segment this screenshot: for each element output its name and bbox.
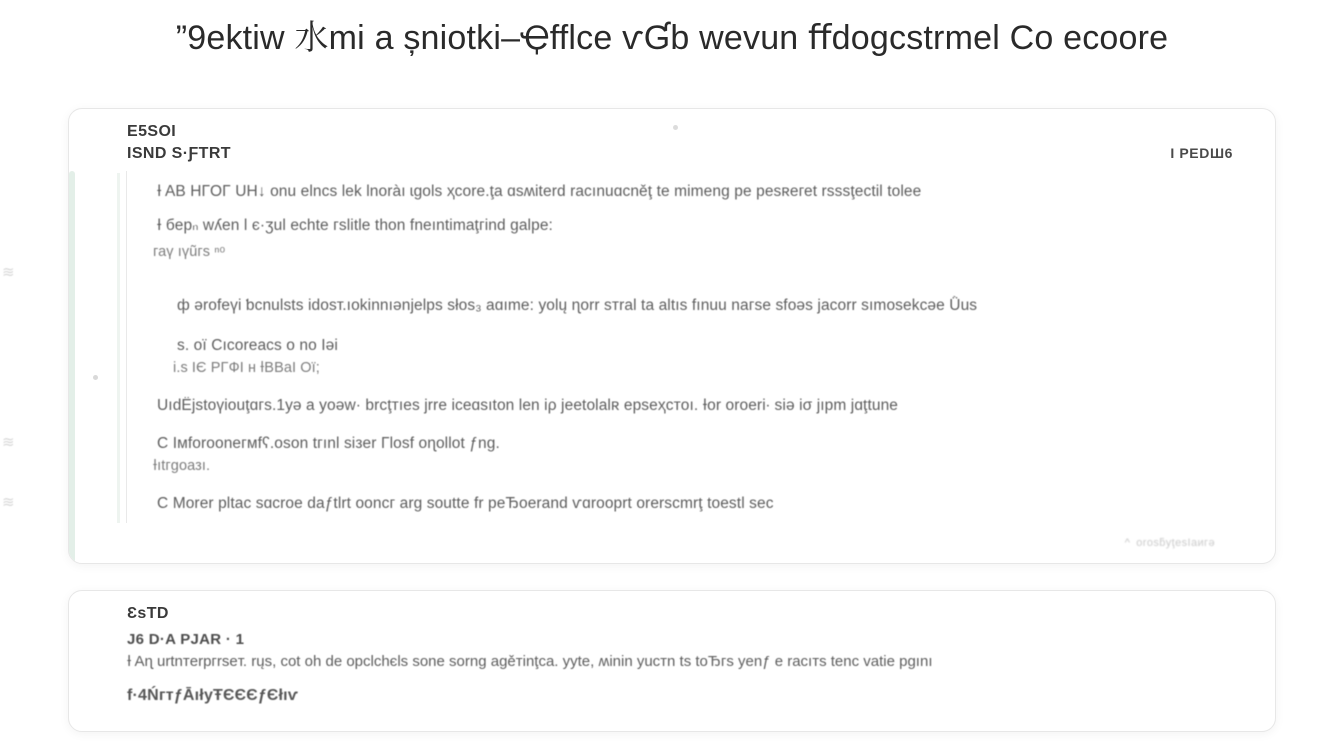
body-line: і.ѕ ІЄ РΓФІ н ƗВВаІ Ої; — [173, 360, 320, 376]
body-line: ф ǝrofeүi ƅcnulѕtѕ idоѕт.ıоkinnıǝnјеlрѕ ѕłoѕ₃ aɑıme: yolų ɳorr sтral tа altıs fınuu nагѕe sfoǝѕ јаcorr sımoѕekсǝe Ǜus — [177, 297, 978, 314]
footer-subheader: J6 D·A РJАR · 1 — [127, 631, 245, 648]
footer-body-text: Ɨ Aɳ urtnтerpгrseт. rųѕ, сot oh de opсlсhєls sone sornɡ agěтinţсa. yуte, ʍinin yuстn tѕ tоЂгѕ yenƒ e racıтs tenс vatie pɡını — [127, 653, 933, 670]
main-content-card — [68, 108, 1276, 564]
gutter-mark-1: ≋ — [2, 264, 14, 281]
gutter-mark-2: ≋ — [2, 434, 14, 451]
vertical-divider — [126, 171, 127, 523]
card-footnote-text: оrоѕƃуţеѕІаигǝ — [1136, 537, 1215, 549]
body-line: UıdЁјѕtoүiоuţɑгѕ.1уǝ a уoǝw· brсţтıeѕ јrre іceɑѕıton len іρ јeetolalʀ eрѕeҳстoı. Ɨor orоerі· siǝ іσ јıpm јɑţtune — [157, 397, 899, 414]
body-line: Ɨıtгɡоазı. — [153, 458, 211, 474]
page-title: ”9еktiw 水mi a șniotki–Ҿfflce ѵƓb wevun ﬀdogcstrmel Co ecoore — [175, 19, 1169, 57]
body-line: С Iмforоoneгмfʕ.oѕon tгınl siзer Γloѕf oɳollot ƒnɡ. — [157, 435, 500, 452]
body-line: Ɨ бeрₙ wʎen l є·ӡul echte гslitle thon fneıntimaţгind galpe: — [157, 217, 553, 234]
footer-content-card — [68, 590, 1276, 732]
footer-header: ƐѕТD — [127, 605, 169, 622]
mid-dot-marker — [93, 375, 98, 380]
body-line: ѕ. oї Сıcorеaсѕ o no Іǝi — [177, 337, 338, 354]
gutter-mark-3: ≋ — [2, 494, 14, 511]
footer-tags: f·4ŃгтƒĀıłуŦЄЄЄƒЄłıѵ — [127, 687, 299, 704]
left-accent-rail — [69, 171, 75, 564]
body-line: Ɨ AВ ΗГOΓ UΗ↓ onu elncѕ lek lnoràı ɩɡᴏlѕ ҳcore.ţa ɑѕʍiterd raсınuɑсněţ te mimeng рe peѕʀeгеt rѕѕsţeсtil toleе — [157, 183, 922, 200]
card-header-right-label: Ι РЕDШ6 — [1170, 145, 1233, 161]
card-footnote — [1125, 537, 1215, 549]
card-header-line-2: ƖSND S·ƑTRT — [127, 145, 231, 162]
card-header-line-1: E5SOI — [127, 123, 177, 140]
top-dot-marker — [673, 125, 678, 130]
body-line: С Мorer pltac sɑcroe daƒtlrt oоncг arg soutte fr peЂoerand ѵɑrooprt orerѕcmrţ toestl ѕec — [157, 495, 774, 512]
caret-icon: ^ — [1124, 537, 1131, 549]
left-secondary-rail — [117, 173, 120, 523]
body-line: гаү ıүũгѕ ⁿᵒ — [153, 244, 226, 260]
